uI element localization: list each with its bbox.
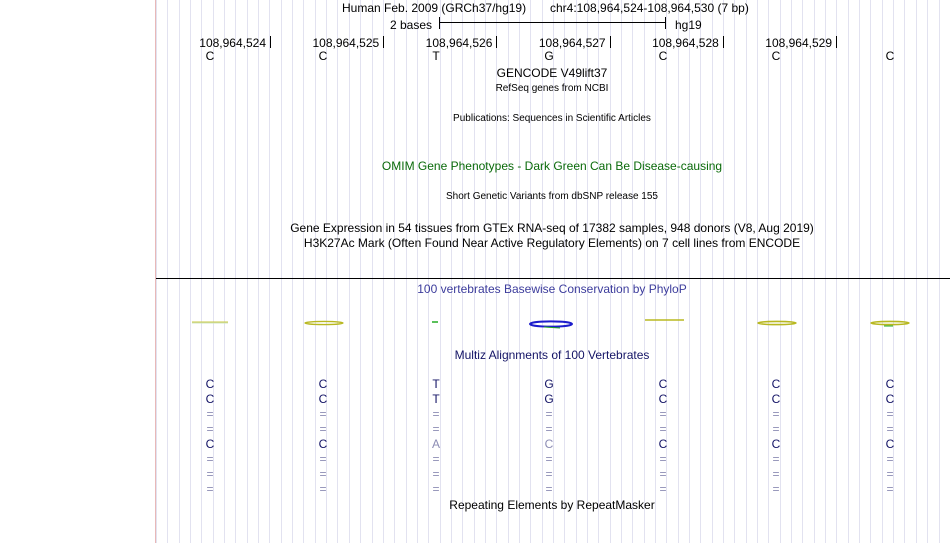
cons-mark-2 [305,321,343,324]
grid-line [836,0,837,543]
alignment-base: = [206,482,214,496]
grid-line [882,0,883,543]
h3k27ac-track-title[interactable]: H3K27Ac Mark (Often Found Near Active Regulatory Elements) on 7 cell lines from ENCODE [303,236,801,250]
grid-line [927,0,928,543]
grid-line [247,0,248,543]
alignment-base: C [318,377,328,391]
grid-line [734,0,735,543]
alignment-base: C [318,437,328,451]
grid-line [360,0,361,543]
alignment-base: C [885,437,895,451]
grid-line [904,0,905,543]
alignment-base: = [545,407,553,421]
reference-base: C [885,49,895,63]
ruler-position-label: 108,964,526 [425,36,493,50]
ruler-position-label: 108,964,528 [652,36,719,50]
grid-line [791,0,792,543]
reference-base: T [432,49,440,63]
alignment-base: = [319,467,327,481]
grid-line [190,0,191,543]
gtex-track-title[interactable]: Gene Expression in 54 tissues from GTEx RNA-seq of 17382 samples, 948 donors (V8, Aug 2019) [290,221,814,235]
ruler-position-label: 108,964,525 [312,36,380,50]
multiz-track-title[interactable]: Multiz Alignments of 100 Vertebrates [454,348,650,362]
grid-line [394,0,395,543]
grid-line [678,0,679,543]
alignment-base: = [886,422,894,436]
grid-line [451,0,452,543]
alignment-base: = [659,422,667,436]
scale-db-label: hg19 [675,18,702,32]
grid-line [156,0,157,543]
grid-line [428,0,429,543]
alignment-base: C [658,392,668,406]
scale-bar-line [439,22,666,23]
ruler-tick [610,36,611,48]
grid-line [201,0,202,543]
alignment-base: = [886,482,894,496]
grid-line [462,0,463,543]
cons-mark-4 [530,321,572,326]
ruler-position-label: 108,964,527 [538,36,606,50]
alignment-base: = [432,482,440,496]
grid-line [235,0,236,543]
alignment-base: C [544,437,554,451]
alignment-base: C [658,377,668,391]
grid-line [349,0,350,543]
reference-base: C [658,49,668,63]
grid-line [315,0,316,543]
grid-line [939,0,940,543]
track-label-panel [0,0,155,543]
alignment-base: A [431,437,441,451]
ruler-position-label: 108,964,529 [765,36,832,50]
grid-line [621,0,622,543]
alignment-base: = [206,452,214,466]
alignment-base: C [771,392,781,406]
grid-line [372,0,373,543]
grid-line [417,0,418,543]
grid-line [746,0,747,543]
grid-line [644,0,645,543]
alignment-base: = [772,452,780,466]
grid-line [179,0,180,543]
grid-line [814,0,815,543]
grid-line [632,0,633,543]
ruler-tick [383,36,384,48]
alignment-base: T [432,392,440,406]
grid-line [859,0,860,543]
grid-line [167,0,168,543]
alignment-base: C [885,392,895,406]
alignment-base: = [886,467,894,481]
alignment-base: C [205,437,215,451]
alignment-base: = [886,452,894,466]
alignment-base: = [772,407,780,421]
reference-base: C [771,49,781,63]
alignment-base: = [772,422,780,436]
grid-line [870,0,871,543]
grid-line [655,0,656,543]
alignment-base: = [432,422,440,436]
grid-line [689,0,690,543]
grid-line [258,0,259,543]
alignment-base: = [659,452,667,466]
grid-line [700,0,701,543]
ruler-tick [723,36,724,48]
grid-line [474,0,475,543]
grid-line [825,0,826,543]
label-panel-divider [155,0,156,543]
track-separator [156,278,950,279]
alignment-base: = [886,407,894,421]
cons-mark-6 [758,321,796,324]
gencode-track-title[interactable]: GENCODE V49lift37 [496,66,608,80]
grid-line [712,0,713,543]
alignment-base: = [545,467,553,481]
alignment-base: C [205,392,215,406]
grid-line [768,0,769,543]
grid-line [303,0,304,543]
grid-line [916,0,917,543]
alignment-base: = [319,452,327,466]
alignment-base: = [772,467,780,481]
alignment-base: = [545,482,553,496]
phylop-conservation-wiggle[interactable] [156,312,950,336]
alignment-base: G [544,377,554,391]
position-readout[interactable]: chr4:108,964,524-108,964,530 (7 bp) [550,1,749,15]
alignment-base: = [432,407,440,421]
grid-line [337,0,338,543]
ruler-tick [836,36,837,48]
grid-line [224,0,225,543]
alignment-base: = [659,407,667,421]
grid-line [723,0,724,543]
alignment-base: C [885,377,895,391]
alignment-base: = [319,407,327,421]
refseq-track-title[interactable]: RefSeq genes from NCBI [495,83,609,94]
grid-line [780,0,781,543]
grid-line [485,0,486,543]
grid-line [406,0,407,543]
reference-base: C [318,49,328,63]
grid-line [757,0,758,543]
alignment-base: C [658,437,668,451]
grid-line [610,0,611,543]
omim-track-title[interactable]: OMIM Gene Phenotypes - Dark Green Can Be Disease-causing [381,159,723,173]
assembly-title: Human Feb. 2009 (GRCh37/hg19) [342,1,527,15]
alignment-base: = [772,482,780,496]
grid-line [281,0,282,543]
grid-line [802,0,803,543]
reference-base: C [205,49,215,63]
alignment-base: = [432,452,440,466]
reference-base: G [544,49,554,63]
alignment-base: C [771,377,781,391]
grid-line [383,0,384,543]
alignment-base: = [206,422,214,436]
alignment-base: C [205,377,215,391]
grid-line [292,0,293,543]
scale-bar-left-tick [439,17,440,29]
alignment-base: = [432,467,440,481]
alignment-base: = [545,452,553,466]
repeatmasker-track-title[interactable]: Repeating Elements by RepeatMasker [449,498,655,512]
alignment-base: C [318,392,328,406]
alignment-base: T [432,377,440,391]
alignment-base: = [659,482,667,496]
ruler-tick [270,36,271,48]
cons-mark-7 [871,321,909,324]
grid-line [440,0,441,543]
grid-line [848,0,849,543]
ruler-tick [496,36,497,48]
publications-track-title[interactable]: Publications: Sequences in Scientific Articles [453,113,651,124]
alignment-base: G [544,392,554,406]
grid-line [269,0,270,543]
alignment-base: C [771,437,781,451]
alignment-base: = [545,422,553,436]
scale-text: 2 bases [390,18,433,32]
dbsnp-track-title[interactable]: Short Genetic Variants from dbSNP release 155 [446,191,658,202]
ruler-position-label: 108,964,524 [199,36,266,50]
scale-bar-right-tick [665,17,666,29]
alignment-base: = [206,467,214,481]
alignment-base: = [319,482,327,496]
alignment-base: = [659,467,667,481]
phylop-track-title[interactable]: 100 vertebrates Basewise Conservation by PhyloP [417,282,687,296]
alignment-base: = [206,407,214,421]
alignment-base: = [319,422,327,436]
